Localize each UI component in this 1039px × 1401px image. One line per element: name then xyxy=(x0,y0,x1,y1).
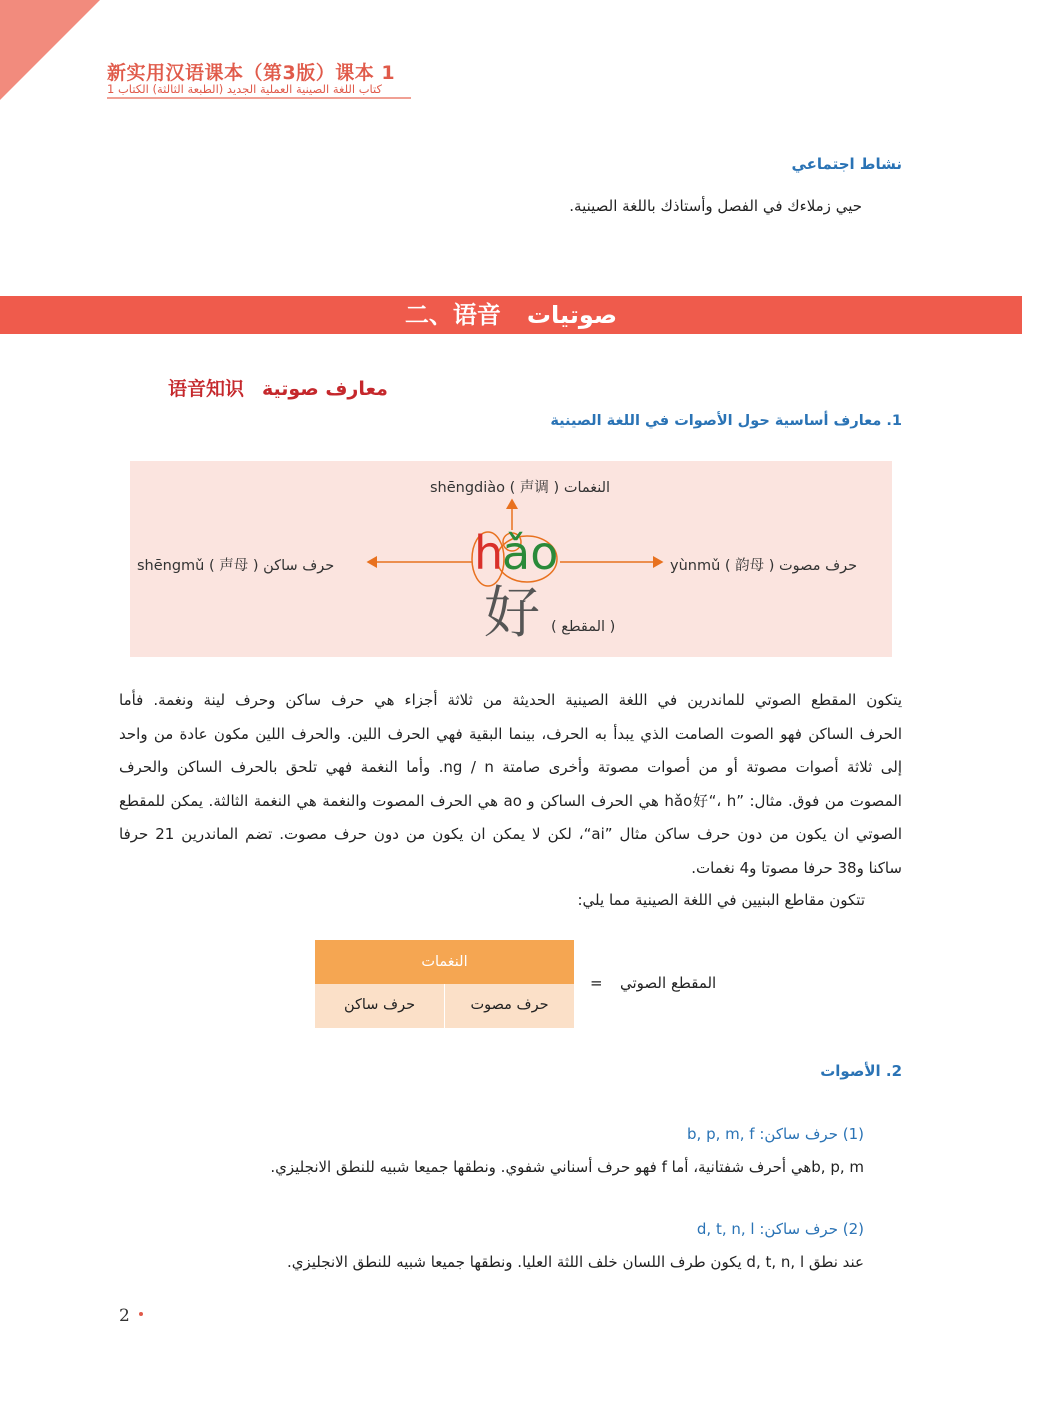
section2-title: 2. الأصوات xyxy=(820,1062,902,1080)
syllable-explanation xyxy=(119,684,902,885)
page-number-dot xyxy=(139,1312,143,1316)
page-number: 2 xyxy=(119,1306,130,1326)
consonants-1-text: b, p, mهي أحرف شفتانية، أما f فهو حرف أسناني شفوي. ونطقها جميعا شبيه للنطق الانجليزي. xyxy=(270,1158,864,1176)
tone-label: shēngdiào ( 声调 ) النغمات xyxy=(430,480,611,496)
hanzi-character: 好 xyxy=(484,581,540,646)
paragraph-line: المصوت من فوق. مثال: ”hǎo好“، h هي الحرف الساكن و ao هي الحرف المصوت والنغمة هي النغمة الثالثة. يمكن للمقطع xyxy=(119,791,902,810)
table-tone-cell: النغمات xyxy=(315,940,574,984)
header-title-cn: 新实用汉语课本（第3版）课本 1 xyxy=(107,62,396,84)
social-activity-heading: نشاط اجتماعي xyxy=(791,155,902,173)
pinyin-initial: h xyxy=(474,526,504,580)
syllable-equation-label: المقطع الصوتي xyxy=(620,974,717,992)
consonants-2-title: (2) حرف ساكن: d, t, n, l xyxy=(696,1220,864,1238)
paragraph-line: الحرف الساكن فهو الصوت الصامت الذي يبدأ به الحرف، بينما البقية فهي الحرف اللين. والحرف اللين مكون عادة من واحد xyxy=(119,724,902,743)
paragraph-line: يتكون المقطع الصوتي للماندرين في اللغة الصينية الحديثة من ثلاثة أجزاء هي حرف ساكن وحرف لينة ونغمة. فأما xyxy=(119,691,902,709)
banner-title-cn: 二、语音 xyxy=(404,301,501,329)
final-label: yùnmǔ ( 韵母 ) حرف مصوت xyxy=(670,558,858,574)
syllable-structure-intro: تتكون مقاطع البنيين في اللغة الصينية مما يلي: xyxy=(577,891,865,909)
header-title-ar: كتاب اللغة الصينية العملية الجديد (الطبعة الثالثة) الكتاب 1 xyxy=(107,82,383,96)
pinyin-final: ǎo xyxy=(502,526,559,580)
table-initial-cell: حرف ساكن xyxy=(315,984,444,1028)
table-final-cell: حرف مصوت xyxy=(445,984,574,1028)
paragraph-line: الصوتي ان يكون من دون حرف ساكن مثال ”ai“، لكن لا يمكن ان يكون من دون حرف مصوت. تضم الماندرين 21 حرفا xyxy=(119,825,902,843)
paragraph-line: ساكنا و38 حرفا مصوتا و4 نغمات. xyxy=(691,858,902,877)
section1-title: 1. معارف أساسية حول الأصوات في اللغة الصينية xyxy=(550,413,902,429)
banner-title-ar: صوتيات xyxy=(526,301,618,329)
social-activity-text: حيي زملاءك في الفصل وأستاذك باللغة الصينية. xyxy=(569,197,862,215)
knowledge-heading-ar: معارف صوتية xyxy=(262,378,388,400)
initial-label: shēngmǔ ( 声母 ) حرف ساكن xyxy=(137,558,335,574)
syllable-structure-table xyxy=(315,940,574,1028)
equals-sign: = xyxy=(590,974,603,992)
consonants-1-title: (1) حرف ساكن: b, p, m, f xyxy=(687,1125,864,1143)
paragraph-line: إلى ثلاثة أصوات مصوتة أو من أصوات مصوتة وأخرى صامتة ng / n. وأما النغمة فهي تلحق بالحرف الساكن والحرف xyxy=(119,758,903,776)
knowledge-heading-cn: 语音知识 xyxy=(168,378,245,400)
syllable-label: ( المقطع ) xyxy=(551,619,616,635)
consonants-2-text: عند نطق d, t, n, l يكون طرف اللسان خلف اللثة العليا. ونطقها جميعا شبيه للنطق الانجليزي. xyxy=(287,1253,864,1271)
